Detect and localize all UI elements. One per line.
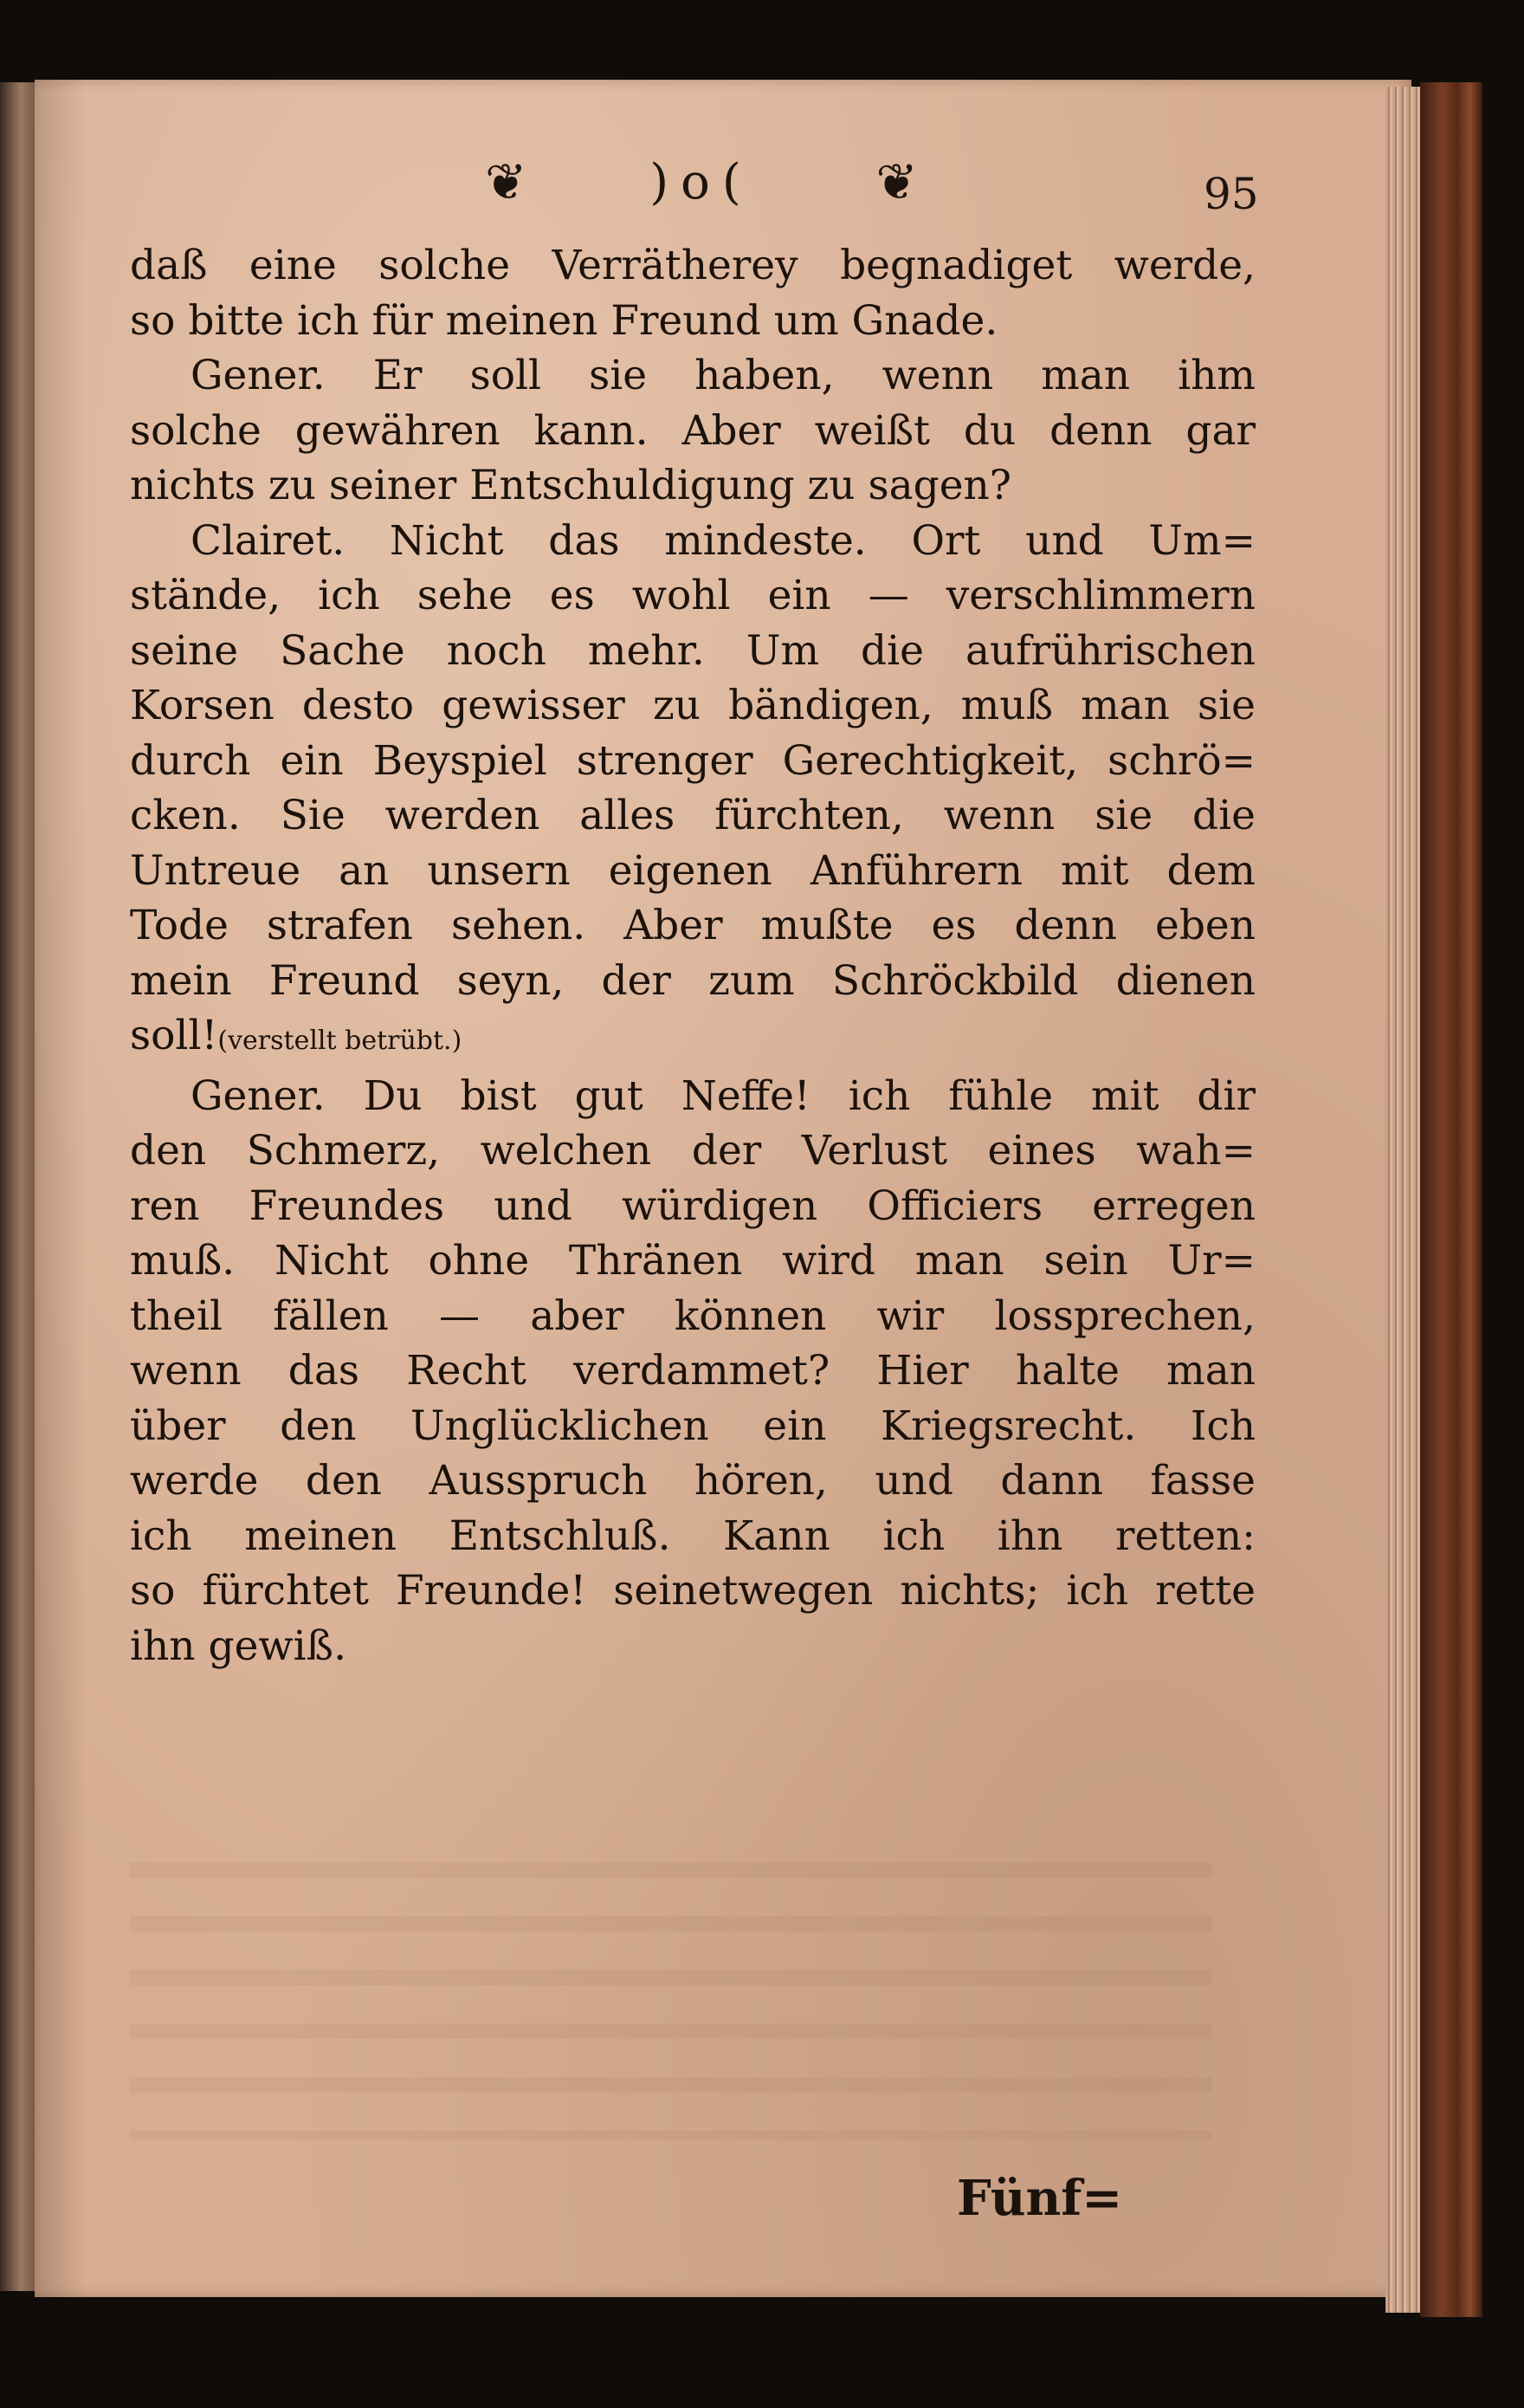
text-line: Untreue an unsern eigenen Anführern mit dem — [130, 846, 1256, 895]
header-divider: )o( — [649, 153, 753, 210]
text-line: theil fällen — aber können wir lossprechen, — [130, 1291, 1256, 1340]
text-line: den Schmerz, welchen der Verlust eines wah= — [130, 1127, 1256, 1175]
text-line: Clairet. Nicht das mindeste. Ort und Um= — [190, 516, 1256, 565]
text-line: ren Freundes und würdigen Officiers erregen — [130, 1181, 1256, 1230]
catchword: Fünf= — [957, 2170, 1123, 2227]
text-line-with-direction — [130, 1008, 1256, 1069]
text-line: mein Freund seyn, der zum Schröckbild dienen — [130, 956, 1256, 1005]
text-line: solche gewähren kann. Aber weißt du denn gar — [130, 406, 1256, 455]
ornament-right-icon: ❦ — [875, 152, 918, 211]
text-line: Gener. Er soll sie haben, wenn man ihm — [190, 352, 1256, 399]
page-number: 95 — [1204, 169, 1259, 219]
text-line: ich meinen Entschluß. Kann ich ihn retten: — [130, 1511, 1256, 1560]
text-line: stände, ich sehe es wohl ein — verschlimmern — [130, 572, 1256, 619]
text-line: ihn gewiß. — [130, 1622, 347, 1670]
page-block-edges — [1385, 87, 1420, 2313]
left-page-edge — [0, 82, 35, 2291]
text-line: werde den Ausspruch hören, und dann fasse — [130, 1457, 1256, 1505]
ornament-left-icon: ❦ — [485, 152, 527, 211]
text-line: wenn das Recht verdammet? Hier halte man — [130, 1347, 1256, 1395]
text-line: über den Unglücklichen ein Kriegsrecht. Ich — [130, 1401, 1256, 1450]
text-line: durch ein Beyspiel strenger Gerechtigkeit, schrö= — [130, 736, 1256, 785]
text-line: seine Sache noch mehr. Um die aufrührischen — [130, 626, 1256, 675]
stage-direction: (verstellt betrübt.) — [217, 1026, 462, 1056]
text-line: so bitte ich für meinen Freund um Gnade. — [130, 296, 998, 345]
book-cover-edge — [1420, 82, 1482, 2317]
text-line: daß eine solche Verrätherey begnadiget werde, — [130, 242, 1256, 289]
text-line: cken. Sie werden alles fürchten, wenn sie die — [130, 792, 1256, 839]
text-line: so fürchtet Freunde! seinetwegen nichts; ich rette — [130, 1567, 1256, 1615]
body-text — [130, 238, 1256, 1673]
text-line: muß. Nicht ohne Thränen wird man sein Ur= — [130, 1237, 1256, 1285]
bleed-through-area — [130, 1862, 1212, 2139]
text-line: Korsen desto gewisser zu bändigen, muß man sie — [130, 682, 1256, 729]
text-line: Tode strafen sehen. Aber mußte es denn eben — [130, 902, 1256, 949]
text-fragment: soll! — [130, 1012, 218, 1059]
text-line: nichts zu seiner Entschuldigung zu sagen? — [130, 462, 1012, 509]
text-line: Gener. Du bist gut Neffe! ich fühle mit dir — [190, 1071, 1256, 1120]
page-header — [485, 143, 918, 221]
